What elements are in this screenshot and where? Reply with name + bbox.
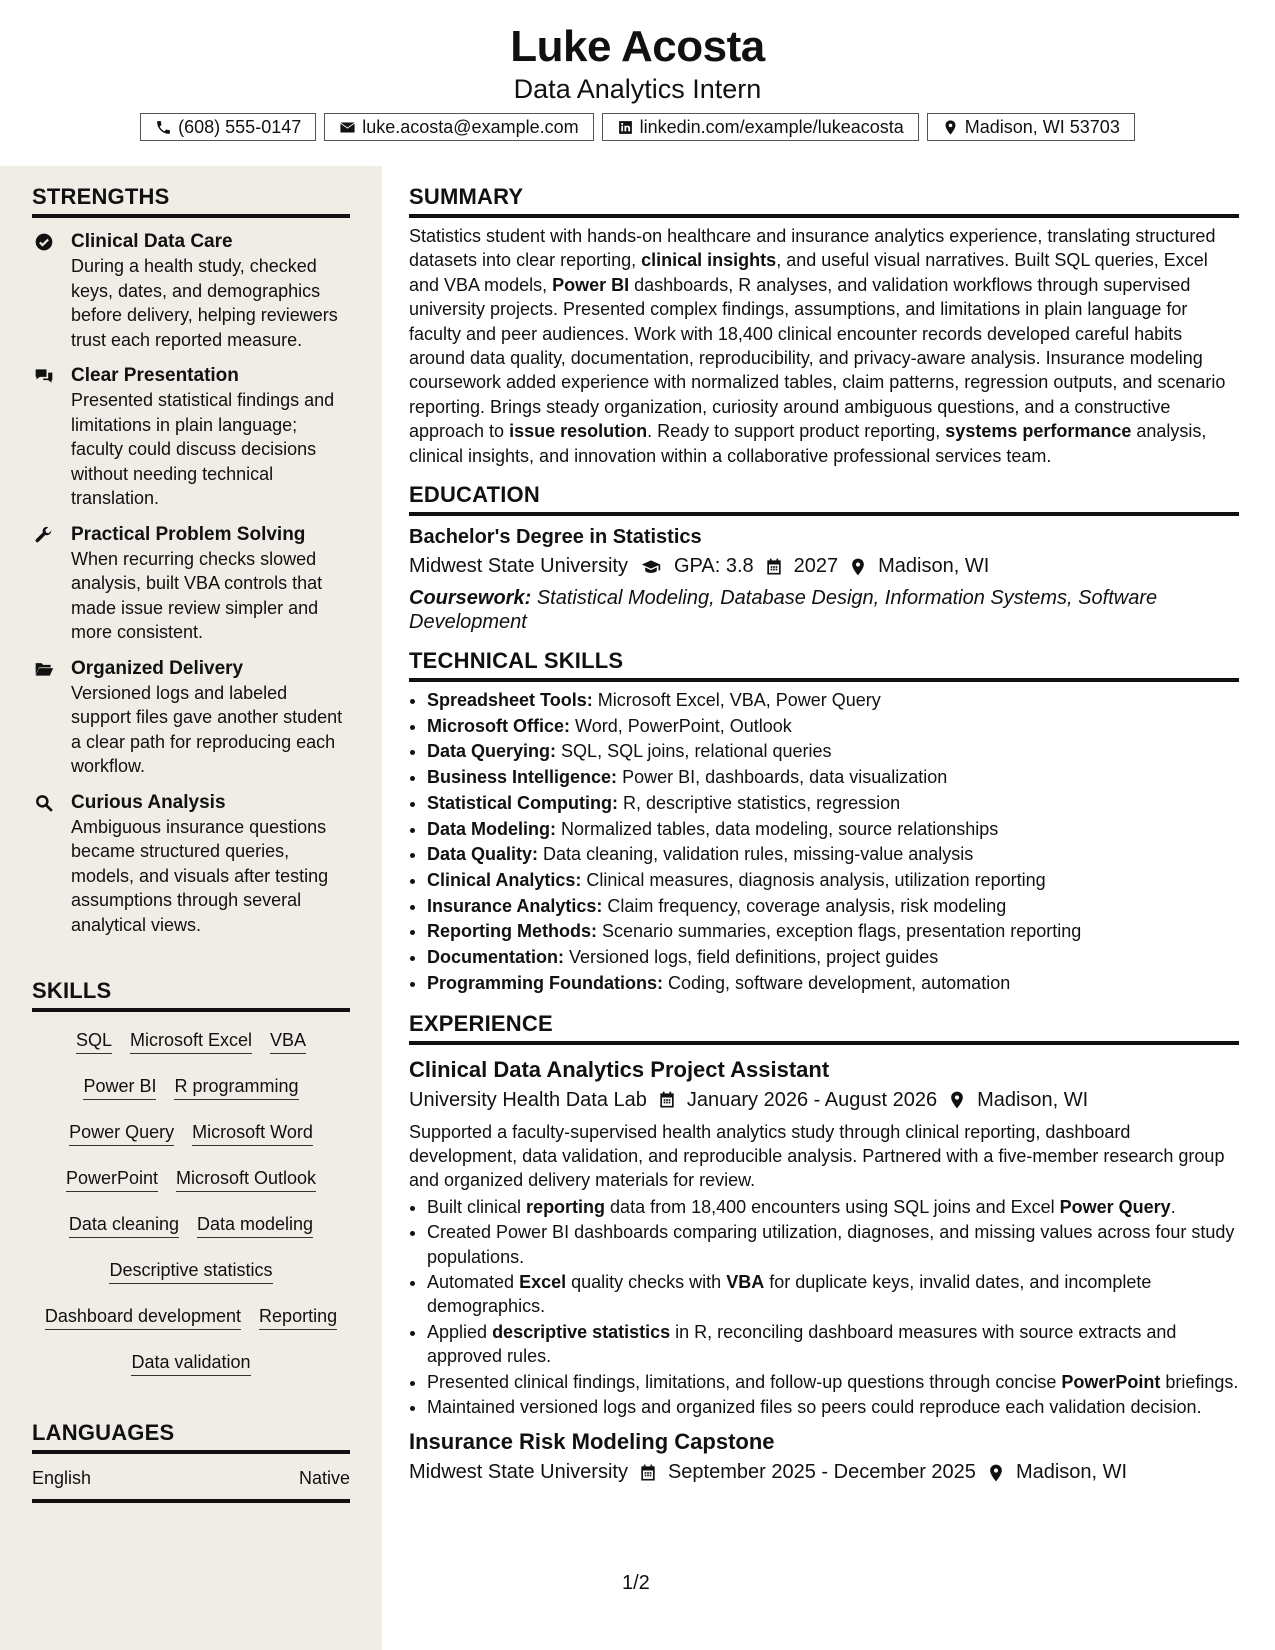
summary-segment: . Ready to support product reporting, bbox=[647, 421, 946, 442]
job-bullet bbox=[427, 1195, 1239, 1219]
map-pin-icon bbox=[947, 1090, 967, 1110]
strength-item bbox=[32, 791, 350, 938]
skill-tag: Data cleaning bbox=[69, 1212, 179, 1238]
contact-linkedin[interactable] bbox=[602, 113, 919, 141]
bullet-segment: data from 18,400 encounters using SQL joins and Excel bbox=[605, 1196, 1060, 1217]
strength-item bbox=[32, 523, 350, 645]
summary-segment: dashboards, R analyses, and validation workflows through supervised university projects. Presented complex findings, assumptions, and limitations in plain language for faculty and peer audiences. Work with 18,400 clinical encounter records developed careful habits around data quality, documentation, reproducibility, and privacy-aware analysis. Insurance modeling coursework added experience with normalized tables, claim patterns, regression outputs, and scenario reporting. Brings steady organization, curiosity around ambiguous questions, and a constructive approach to bbox=[409, 274, 1226, 442]
bullet-segment: briefings. bbox=[1160, 1371, 1239, 1392]
technical-skills-heading: TECHNICAL SKILLS bbox=[409, 648, 1239, 682]
contact-linkedin-text: linkedin.com/example/lukeacosta bbox=[639, 116, 904, 137]
bullet-segment: Maintained versioned logs and organized files so peers could reproduce each validation decision. bbox=[427, 1396, 1202, 1417]
technical-skill-label: Clinical Analytics: bbox=[427, 869, 582, 890]
coursework-list: Statistical Modeling, Database Design, Information Systems, Software Development bbox=[409, 587, 1158, 634]
job-meta bbox=[409, 1089, 1239, 1112]
candidate-title: Data Analytics Intern bbox=[513, 74, 762, 104]
technical-skill-label: Programming Foundations: bbox=[427, 972, 663, 993]
strength-title: Clinical Data Care bbox=[71, 231, 233, 252]
strength-desc: When recurring checks slowed analysis, built VBA controls that made issue review simpler and more consistent. bbox=[71, 548, 323, 642]
job-org: Midwest State University bbox=[409, 1461, 628, 1484]
technical-skill-label: Business Intelligence: bbox=[427, 767, 618, 788]
technical-skill-value: Microsoft Excel, VBA, Power Query bbox=[597, 690, 881, 711]
job-meta bbox=[409, 1461, 1239, 1484]
technical-skill-value: R, descriptive statistics, regression bbox=[623, 792, 901, 813]
bullet-keyword: VBA bbox=[726, 1271, 765, 1292]
language-name: English bbox=[32, 1468, 92, 1488]
graduation-cap-icon bbox=[638, 557, 664, 577]
bullet-segment: Automated bbox=[427, 1271, 520, 1292]
technical-skill-item bbox=[427, 791, 1239, 817]
technical-skill-item bbox=[427, 868, 1239, 894]
experience-heading: EXPERIENCE bbox=[409, 1011, 1239, 1045]
calendar-icon bbox=[657, 1090, 677, 1110]
bullet-segment: for duplicate keys, invalid dates, and incomplete demographics. bbox=[427, 1271, 1152, 1317]
strengths-list bbox=[32, 230, 350, 937]
graduation-year: 2027 bbox=[793, 555, 839, 578]
resume-header bbox=[0, 0, 1275, 166]
check-circle-icon bbox=[34, 232, 54, 252]
technical-skill-value: Versioned logs, field definitions, project guides bbox=[569, 947, 939, 968]
job-bullet bbox=[427, 1395, 1239, 1419]
technical-skill-label: Data Querying: bbox=[427, 741, 557, 762]
strength-item bbox=[32, 230, 350, 352]
education-heading: EDUCATION bbox=[409, 482, 1239, 516]
contact-email-text: luke.acosta@example.com bbox=[362, 116, 579, 137]
bullet-segment: Applied bbox=[427, 1321, 493, 1342]
bullet-keyword: Power Query bbox=[1059, 1196, 1171, 1217]
job-bullet bbox=[427, 1320, 1239, 1369]
technical-skill-value: Word, PowerPoint, Outlook bbox=[575, 715, 792, 736]
technical-skill-value: Scenario summaries, exception flags, presentation reporting bbox=[602, 921, 1082, 942]
summary-keyword: issue resolution bbox=[509, 421, 648, 442]
contact-phone[interactable] bbox=[140, 113, 316, 141]
job-title: Insurance Risk Modeling Capstone bbox=[409, 1429, 775, 1455]
technical-skills-list bbox=[409, 688, 1239, 996]
school-location: Madison, WI bbox=[878, 555, 990, 578]
degree-title: Bachelor's Degree in Statistics bbox=[409, 526, 702, 549]
technical-skill-value: Claim frequency, coverage analysis, risk modeling bbox=[607, 895, 1007, 916]
technical-skill-item bbox=[427, 688, 1239, 714]
calendar-icon bbox=[764, 557, 784, 577]
job-bullets bbox=[409, 1195, 1239, 1420]
strength-desc: Versioned logs and labeled support files gave another student a clear path for reproducing each workflow. bbox=[71, 682, 343, 776]
main-content bbox=[409, 166, 1239, 1484]
skill-tag: Data modeling bbox=[197, 1212, 313, 1238]
technical-skill-item bbox=[427, 765, 1239, 791]
strength-title: Clear Presentation bbox=[71, 365, 239, 386]
technical-skill-value: SQL, SQL joins, relational queries bbox=[561, 741, 832, 762]
technical-skill-label: Spreadsheet Tools: bbox=[427, 690, 593, 711]
skill-tag: Dashboard development bbox=[45, 1304, 241, 1330]
skill-tag: Microsoft Word bbox=[192, 1120, 313, 1146]
strength-title: Curious Analysis bbox=[71, 791, 226, 813]
linkedin-icon bbox=[617, 119, 634, 136]
technical-skill-label: Insurance Analytics: bbox=[427, 895, 603, 916]
calendar-icon bbox=[638, 1463, 658, 1483]
envelope-icon bbox=[339, 119, 356, 136]
technical-skill-item bbox=[427, 919, 1239, 945]
contact-phone-text: (608) 555-0147 bbox=[178, 116, 302, 137]
job-dates: January 2026 - August 2026 bbox=[686, 1088, 938, 1111]
skill-tag: Descriptive statistics bbox=[109, 1258, 272, 1284]
technical-skill-value: Coding, software development, automation bbox=[668, 972, 1011, 993]
strength-desc: Ambiguous insurance questions became structured queries, models, and visuals after testing assumptions through several analytical views. bbox=[71, 816, 329, 935]
technical-skill-label: Documentation: bbox=[427, 947, 564, 968]
summary-segment: Statistics student with hands-on healthcare and insurance analytics experience, translating structured datasets into clear reporting, bbox=[409, 226, 1216, 271]
technical-skill-item bbox=[427, 842, 1239, 868]
summary-heading: SUMMARY bbox=[409, 184, 1239, 218]
bullet-keyword: reporting bbox=[526, 1196, 606, 1217]
job-title: Clinical Data Analytics Project Assistant bbox=[409, 1056, 830, 1082]
contact-location[interactable] bbox=[927, 113, 1135, 141]
language-row bbox=[32, 1468, 350, 1503]
candidate-name: Luke Acosta bbox=[510, 22, 765, 71]
summary-text bbox=[409, 224, 1239, 468]
wrench-icon bbox=[34, 525, 54, 545]
map-pin-icon bbox=[942, 119, 959, 136]
technical-skill-value: Power BI, dashboards, data visualization bbox=[622, 767, 948, 788]
technical-skill-value: Normalized tables, data modeling, source relationships bbox=[561, 818, 999, 839]
coursework-label: Coursework: bbox=[409, 587, 532, 610]
job-location: Madison, WI bbox=[1015, 1461, 1128, 1484]
strength-desc: During a health study, checked keys, dates, and demographics before delivery, helping reviewers trust each reported measure. bbox=[71, 256, 338, 350]
job-bullet bbox=[427, 1220, 1239, 1269]
bullet-segment: Presented clinical findings, limitations, and follow-up questions through concise bbox=[427, 1371, 1062, 1392]
job-bullet bbox=[427, 1270, 1239, 1319]
bullet-keyword: descriptive statistics bbox=[492, 1321, 671, 1342]
technical-skill-value: Clinical measures, diagnosis analysis, utilization reporting bbox=[586, 869, 1046, 890]
job-summary: Supported a faculty-supervised health analytics study through clinical reporting, dashboard development, data validation, and reproducible analysis. Partnered with a five-member research group and organized delivery materials for review. bbox=[409, 1121, 1225, 1191]
skill-tag: Microsoft Excel bbox=[130, 1028, 252, 1054]
contact-location-text: Madison, WI 53703 bbox=[964, 116, 1120, 137]
folder-open-icon bbox=[34, 659, 54, 679]
chat-bubbles-icon bbox=[34, 366, 54, 386]
technical-skill-label: Microsoft Office: bbox=[427, 715, 571, 736]
job-location: Madison, WI bbox=[977, 1088, 1089, 1111]
summary-keyword: Power BI bbox=[552, 274, 630, 295]
job-org: University Health Data Lab bbox=[409, 1088, 647, 1111]
bullet-segment: in R, reconciling dashboard measures with source extracts and approved rules. bbox=[427, 1321, 1177, 1367]
map-pin-icon bbox=[986, 1463, 1006, 1483]
technical-skill-item bbox=[427, 894, 1239, 920]
coursework bbox=[409, 586, 1239, 634]
skill-tag: Data validation bbox=[131, 1350, 250, 1376]
summary-segment: , and useful visual narratives. Built SQL queries, Excel and VBA models, bbox=[409, 250, 1208, 295]
strengths-heading: STRENGTHS bbox=[32, 184, 350, 218]
skill-tag: SQL bbox=[76, 1028, 112, 1054]
technical-skill-label: Reporting Methods: bbox=[427, 921, 597, 942]
languages-heading: LANGUAGES bbox=[32, 1420, 350, 1454]
technical-skill-label: Statistical Computing: bbox=[427, 792, 619, 813]
skill-tag: PowerPoint bbox=[66, 1166, 158, 1192]
summary-keyword: systems performance bbox=[945, 421, 1132, 442]
gpa: GPA: 3.8 bbox=[673, 555, 754, 578]
strength-title: Practical Problem Solving bbox=[71, 523, 306, 545]
skills-list bbox=[32, 1028, 350, 1376]
sidebar bbox=[0, 166, 382, 1650]
technical-skill-value: Data cleaning, validation rules, missing-value analysis bbox=[543, 844, 974, 865]
skill-tag: Reporting bbox=[259, 1304, 337, 1330]
technical-skill-item bbox=[427, 971, 1239, 997]
bullet-keyword: PowerPoint bbox=[1061, 1371, 1161, 1392]
skill-tag: Power BI bbox=[83, 1074, 156, 1100]
page-number: 1/2 bbox=[622, 1572, 650, 1594]
bullet-segment: quality checks with bbox=[566, 1271, 727, 1292]
summary-keyword: clinical insights bbox=[641, 250, 777, 271]
technical-skill-item bbox=[427, 817, 1239, 843]
skill-tag: Microsoft Outlook bbox=[176, 1166, 316, 1192]
technical-skill-item bbox=[427, 739, 1239, 765]
technical-skill-item bbox=[427, 945, 1239, 971]
strength-desc: Presented statistical findings and limitations in plain language; faculty could discuss decisions without needing technical translation. bbox=[71, 390, 335, 508]
language-level: Native bbox=[298, 1468, 350, 1488]
bullet-keyword: Excel bbox=[519, 1271, 567, 1292]
map-pin-icon bbox=[848, 557, 868, 577]
bullet-segment: Created Power BI dashboards comparing utilization, diagnoses, and missing values across four study populations. bbox=[427, 1222, 1235, 1267]
technical-skill-label: Data Quality: bbox=[427, 844, 539, 865]
strength-item bbox=[32, 364, 350, 511]
skill-tag: R programming bbox=[174, 1074, 298, 1100]
technical-skill-label: Data Modeling: bbox=[427, 818, 556, 839]
education-meta bbox=[409, 555, 1239, 578]
magnifier-icon bbox=[34, 793, 54, 813]
technical-skill-item bbox=[427, 714, 1239, 740]
strength-title: Organized Delivery bbox=[71, 657, 244, 679]
bullet-segment: . bbox=[1170, 1196, 1176, 1217]
summary-segment: analysis, clinical insights, and innovation within a collaborative professional services team. bbox=[409, 421, 1207, 466]
job-bullet bbox=[427, 1370, 1239, 1394]
contact-email[interactable] bbox=[324, 113, 593, 141]
skill-tag: Power Query bbox=[69, 1120, 174, 1146]
job-dates: September 2025 - December 2025 bbox=[667, 1461, 976, 1484]
phone-icon bbox=[155, 119, 172, 136]
skill-tag: VBA bbox=[270, 1028, 306, 1054]
bullet-segment: Built clinical bbox=[427, 1196, 527, 1217]
strength-item bbox=[32, 657, 350, 779]
school-name: Midwest State University bbox=[409, 555, 628, 578]
contact-bar bbox=[0, 113, 1275, 141]
skills-heading: SKILLS bbox=[32, 978, 350, 1012]
